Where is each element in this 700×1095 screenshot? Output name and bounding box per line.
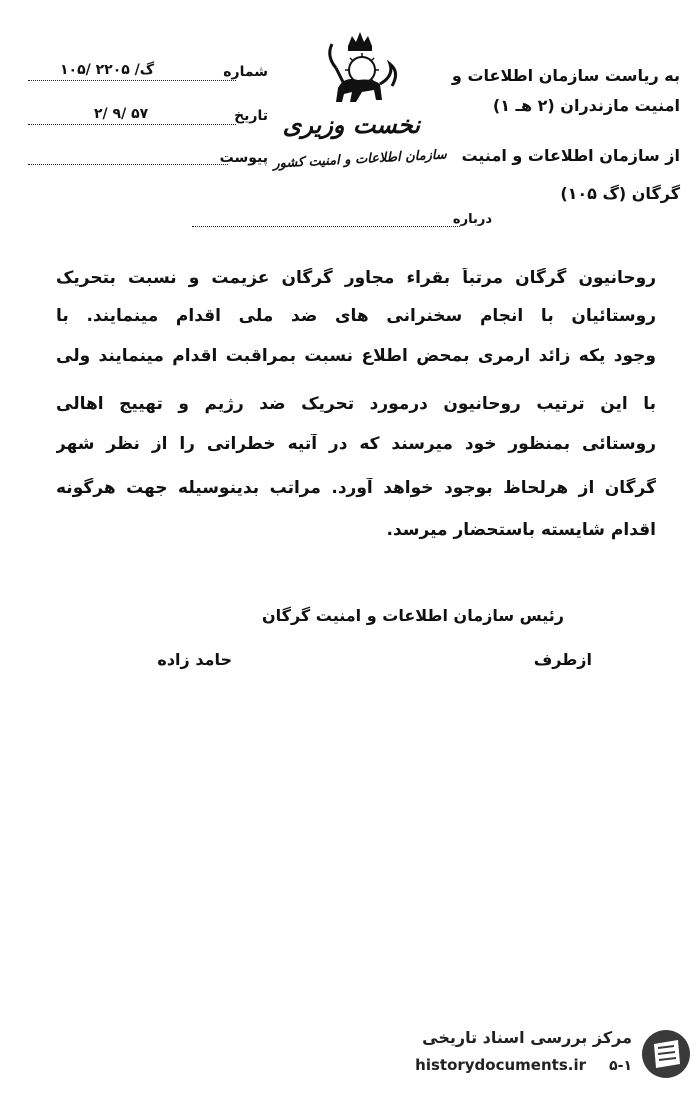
number-dotted-line bbox=[28, 80, 236, 81]
body-line-1: روحانیون گرگان مرتباً بقراء مجاور گرگان عزیمت و نسبت بتحریک bbox=[56, 268, 656, 288]
signature-name: حامد زاده bbox=[157, 650, 232, 669]
letterhead bbox=[272, 28, 448, 188]
number-value: ۱۰۵/ گ/ ۲۲۰۵ bbox=[60, 62, 155, 78]
body-line-6: گرگان از هرلحاظ بوجود خواهد آورد. مراتب بدینوسیله جهت هرگونه bbox=[56, 478, 656, 498]
signature-on-behalf: ازطرف bbox=[533, 650, 592, 669]
lion-and-sun-emblem-icon bbox=[310, 28, 410, 108]
watermark-title: مرکز بررسی اسناد تاریخی bbox=[422, 1028, 632, 1047]
letterhead-org: سازمان اطلاعات و امنیت کشور bbox=[272, 147, 448, 172]
recipient-line-1: به ریاست سازمان اطلاعات و bbox=[451, 66, 680, 85]
date-label: تاریخ bbox=[234, 108, 268, 124]
attachment-dotted-line bbox=[28, 164, 228, 165]
sender-line-1: از سازمان اطلاعات و امنیت bbox=[461, 146, 680, 165]
archive-logo-icon bbox=[640, 1028, 692, 1080]
archive-watermark bbox=[392, 1026, 692, 1086]
body-line-5: روستائی بمنظور خود میرسند که در آتیه خطراتی را از نظر شهر bbox=[56, 434, 656, 454]
date-value: ۲/ ۹/ ۵۷ bbox=[94, 106, 149, 122]
watermark-url: historydocuments.ir bbox=[415, 1056, 586, 1074]
subject-label: درباره bbox=[452, 212, 492, 227]
letterhead-title: نخست وزیری bbox=[282, 110, 420, 139]
subject-dotted-line bbox=[192, 226, 460, 227]
recipient-line-2: امنیت مازندران (۲ هـ ۱) bbox=[492, 96, 680, 115]
watermark-page-code: ۵-۱ bbox=[609, 1058, 632, 1074]
sender-line-2: گرگان (گ ۱۰۵) bbox=[560, 184, 680, 203]
body-line-7: اقدام شایسته باستحضار میرسد. bbox=[386, 520, 656, 540]
body-line-2: روستائیان با انجام سخنرانی های ضد ملی اقدام مینمایند. با bbox=[56, 306, 656, 326]
date-dotted-line bbox=[28, 124, 236, 125]
body-line-3: وجود یکه زائد ارمری بمحض اطلاع نسبت بمراقبت اقدام مینمایند ولی bbox=[56, 346, 656, 366]
attachment-label: پیوست bbox=[219, 150, 268, 166]
body-line-4: با این ترتیب روحانیون درمورد تحریک ضد رژیم و تهییج اهالی bbox=[56, 394, 656, 414]
signature-title: رئیس سازمان اطلاعات و امنیت گرگان bbox=[261, 606, 564, 625]
number-label: شماره bbox=[223, 64, 268, 80]
